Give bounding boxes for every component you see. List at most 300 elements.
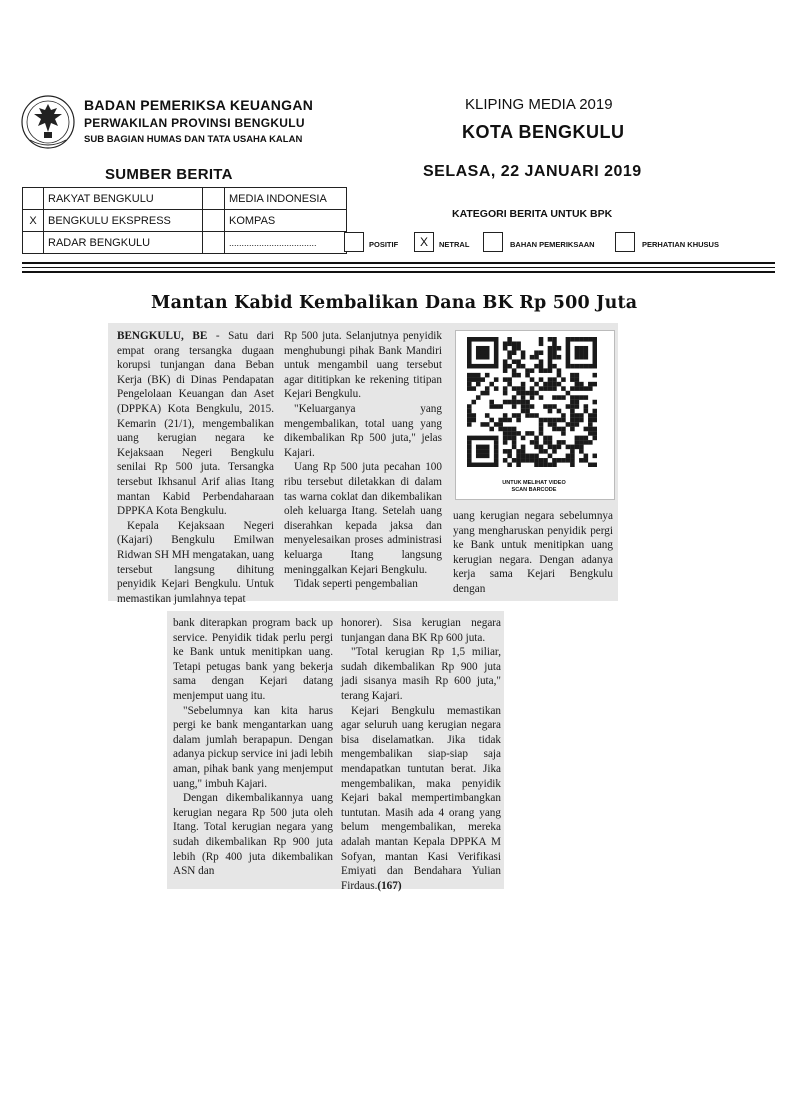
qr-module: [530, 355, 535, 360]
qr-module: [521, 391, 526, 396]
article-column-3: [453, 509, 613, 597]
qr-module: [570, 445, 575, 450]
qr-module: [489, 337, 494, 342]
qr-module: [512, 404, 517, 409]
qr-module: [561, 458, 566, 463]
qr-module: [593, 382, 597, 387]
qr-module: [525, 373, 530, 378]
qr-module: [507, 449, 512, 454]
qr-module: [494, 463, 499, 467]
qr-module: [593, 409, 597, 414]
paragraph: honorer). Sisa kerugian negara tunjangan dana BK Rp 600 juta.: [341, 617, 501, 644]
qr-module: [588, 364, 593, 369]
qr-module: [566, 422, 571, 427]
qr-module: [548, 346, 553, 351]
qr-module: [512, 458, 517, 463]
qr-module: [552, 395, 557, 400]
source-row: [23, 188, 347, 210]
qr-module: [494, 422, 499, 427]
qr-module: [593, 346, 597, 351]
qr-module: [525, 413, 530, 418]
qr-module: [575, 386, 580, 391]
qr-module: [566, 458, 571, 463]
source-table: [22, 187, 347, 254]
qr-module: [579, 395, 584, 400]
qr-module: [588, 413, 593, 418]
qr-module: [579, 418, 584, 423]
qr-module: [548, 368, 553, 373]
qr-module: [557, 395, 562, 400]
qr-module: [503, 427, 508, 432]
qr-module: [485, 422, 490, 427]
qr-module: [516, 386, 521, 391]
qr-module: [489, 364, 494, 369]
paragraph: Uang Rp 500 juta pecahan 100 ribu tersebut diletakkan di dalam tas warna coklat dan dikembalikan oleh keluarga Itang. Setelah uang diserahkan kepada jaksa dan menyelesaikan proses administrasi keluarga Itang langsung meninggalkan Kejari Bengkulu.: [284, 461, 442, 576]
qr-module: [525, 454, 530, 459]
qr-module: [494, 359, 499, 364]
qr-module: [548, 418, 553, 423]
qr-module: [579, 440, 584, 445]
qr-module: [480, 364, 485, 369]
qr-module: [584, 458, 589, 463]
source-name: RAKYAT BENGKULU: [44, 188, 203, 210]
qr-module: [539, 395, 544, 400]
article-column-4: [173, 616, 333, 879]
qr-module: [543, 463, 548, 467]
source-mark: [23, 232, 44, 254]
qr-module: [534, 454, 539, 459]
qr-module: [530, 368, 535, 373]
qr-module: [485, 413, 490, 418]
qr-module: [534, 445, 539, 450]
qr-module: [584, 404, 589, 409]
qr-module: [521, 445, 526, 450]
qr-module: [548, 359, 553, 364]
qr-module: [575, 400, 580, 405]
qr-module: [471, 413, 476, 418]
qr-module: [516, 418, 521, 423]
qr-module: [507, 350, 512, 355]
qr-module: [503, 377, 508, 382]
qr-module: [507, 431, 512, 436]
qr-module: [494, 386, 499, 391]
qr-module: [579, 364, 584, 369]
qr-module: [512, 350, 517, 355]
qr-module: [507, 377, 512, 382]
qr-module: [566, 454, 571, 459]
org-branch: PERWAKILAN PROVINSI BENGKULU: [84, 116, 305, 130]
qr-caption-line: UNTUK MELIHAT VIDEO: [502, 480, 566, 486]
qr-module: [593, 350, 597, 355]
qr-module: [471, 418, 476, 423]
qr-module: [512, 400, 517, 405]
qr-module: [485, 463, 490, 467]
qr-module: [539, 463, 544, 467]
qr-module: [489, 400, 494, 405]
source-name: MEDIA INDONESIA: [225, 188, 347, 210]
qr-module: [584, 350, 589, 355]
qr-module: [467, 337, 472, 342]
qr-module: [548, 454, 553, 459]
qr-module: [512, 436, 517, 441]
qr-module: [539, 422, 544, 427]
source-mark: [23, 188, 44, 210]
qr-module: [476, 337, 481, 342]
qr-module: [579, 458, 584, 463]
category-title: KATEGORI BERITA UNTUK BPK: [452, 208, 613, 220]
qr-module: [593, 418, 597, 423]
qr-module: [534, 436, 539, 441]
source-spacer: [203, 210, 225, 232]
qr-caption-line: SCAN BARCODE: [511, 486, 557, 493]
qr-module: [467, 382, 472, 387]
qr-module: [516, 431, 521, 436]
qr-module: [552, 346, 557, 351]
qr-module: [512, 445, 517, 450]
qr-module: [530, 404, 535, 409]
qr-module: [471, 377, 476, 382]
qr-module: [498, 404, 503, 409]
qr-module: [570, 395, 575, 400]
qr-module: [588, 422, 593, 427]
qr-module: [494, 377, 499, 382]
qr-module: [476, 364, 481, 369]
qr-module: [471, 364, 476, 369]
qr-module: [516, 364, 521, 369]
qr-module: [521, 404, 526, 409]
qr-module: [525, 400, 530, 405]
qr-module: [507, 364, 512, 369]
qr-module: [480, 436, 485, 441]
paragraph: "Keluarganya yang mengembalikan, total uang yang dikembalikan Rp 500 juta," jelas Kajari.: [284, 402, 442, 459]
qr-module: [588, 386, 593, 391]
source-name: RADAR BENGKULU: [44, 232, 203, 254]
qr-module: [548, 386, 553, 391]
qr-module: [530, 454, 535, 459]
qr-module: [548, 409, 553, 414]
qr-module: [543, 386, 548, 391]
qr-module: [552, 382, 557, 387]
qr-module: [534, 440, 539, 445]
article-column-5: [341, 616, 501, 893]
qr-module: [593, 373, 597, 378]
qr-module: [485, 364, 490, 369]
qr-module: [480, 463, 485, 467]
qr-module: [557, 458, 562, 463]
qr-module: [584, 409, 589, 414]
qr-module: [476, 382, 481, 387]
qr-module: [575, 373, 580, 378]
qr-module: [593, 337, 597, 342]
qr-module: [507, 341, 512, 346]
qr-module: [579, 382, 584, 387]
qr-module: [534, 350, 539, 355]
qr-module: [494, 346, 499, 351]
qr-module: [467, 341, 472, 346]
qr-module: [503, 431, 508, 436]
qr-module: [485, 386, 490, 391]
qr-module: [512, 346, 517, 351]
qr-module: [471, 337, 476, 342]
qr-module: [476, 346, 481, 351]
paragraph: bank diterapkan program back up service. Penyidik tidak perlu pergi ke Bank untuk menitipkan uang. Tetapi petugas bank yang bekerja sama dengan Kejari datang menjemput uang itu.: [173, 617, 333, 702]
qr-module: [557, 440, 562, 445]
qr-module: [570, 454, 575, 459]
qr-module: [570, 404, 575, 409]
header-rule: [22, 267, 775, 268]
qr-module: [584, 337, 589, 342]
qr-module: [480, 454, 485, 459]
qr-module: [534, 382, 539, 387]
qr-module: [494, 364, 499, 369]
byline: (167): [377, 879, 402, 892]
qr-module: [485, 355, 490, 360]
qr-module: [539, 364, 544, 369]
qr-module: [552, 463, 557, 467]
qr-module: [485, 350, 490, 355]
garuda-emblem-icon: [20, 92, 76, 152]
qr-module: [570, 418, 575, 423]
qr-module: [557, 355, 562, 360]
qr-module: [476, 436, 481, 441]
qr-module: [521, 409, 526, 414]
qr-module: [485, 337, 490, 342]
qr-module: [489, 404, 494, 409]
qr-module: [489, 427, 494, 432]
category-checkbox-netral: X: [414, 232, 434, 252]
qr-module: [507, 400, 512, 405]
paragraph: Tidak seperti pengembalian: [294, 578, 418, 591]
qr-module: [507, 355, 512, 360]
qr-module: [570, 377, 575, 382]
qr-module: [471, 373, 476, 378]
category-checkbox-perhatian: [615, 232, 635, 252]
qr-module: [467, 377, 472, 382]
qr-module: [579, 346, 584, 351]
qr-module: [480, 346, 485, 351]
qr-module: [588, 427, 593, 432]
qr-module: [539, 449, 544, 454]
qr-module: [476, 395, 481, 400]
qr-module: [512, 413, 517, 418]
qr-module: [575, 364, 580, 369]
qr-module: [476, 445, 481, 450]
qr-module: [566, 359, 571, 364]
qr-module: [476, 355, 481, 360]
qr-module: [575, 337, 580, 342]
source-name: ...................................: [225, 232, 347, 254]
article-headline: Mantan Kabid Kembalikan Dana BK Rp 500 Juta: [151, 293, 638, 313]
qr-module: [593, 355, 597, 360]
qr-module: [467, 386, 472, 391]
qr-module: [485, 346, 490, 351]
qr-module: [539, 458, 544, 463]
qr-module: [480, 355, 485, 360]
qr-module: [566, 337, 571, 342]
qr-module: [467, 418, 472, 423]
qr-module: [548, 382, 553, 387]
paragraph: Rp 500 juta. Selanjutnya penyidik menghubungi pihak Bank Mandiri untuk mengambil uang tersebut agar dititipkan ke rekening titipan Kejari Bengkulu.: [284, 330, 442, 401]
qr-module: [503, 418, 508, 423]
qr-module: [530, 386, 535, 391]
qr-module: [561, 418, 566, 423]
qr-module: [494, 350, 499, 355]
qr-module: [548, 377, 553, 382]
qr-module: [593, 463, 597, 467]
qr-module: [503, 359, 508, 364]
qr-module: [494, 355, 499, 360]
qr-module: [485, 449, 490, 454]
qr-module: [494, 341, 499, 346]
qr-module: [566, 445, 571, 450]
qr-module: [557, 368, 562, 373]
qr-module: [498, 427, 503, 432]
qr-module: [575, 418, 580, 423]
qr-module: [566, 391, 571, 396]
qr-module: [575, 440, 580, 445]
qr-module: [476, 350, 481, 355]
qr-module: [575, 382, 580, 387]
qr-module: [485, 445, 490, 450]
qr-module: [552, 386, 557, 391]
qr-module: [471, 400, 476, 405]
qr-module: [485, 454, 490, 459]
qr-module: [467, 440, 472, 445]
qr-module: [489, 463, 494, 467]
qr-module: [507, 436, 512, 441]
city-title: KOTA BENGKULU: [462, 122, 625, 142]
qr-module: [480, 391, 485, 396]
qr-module: [561, 431, 566, 436]
qr-module: [570, 413, 575, 418]
qr-module: [480, 377, 485, 382]
qr-module: [467, 364, 472, 369]
qr-module: [503, 449, 508, 454]
qr-module: [593, 431, 597, 436]
qr-module: [579, 337, 584, 342]
qr-module: [534, 355, 539, 360]
qr-module: [579, 386, 584, 391]
qr-module: [570, 463, 575, 467]
source-mark: X: [23, 210, 44, 232]
qr-module: [467, 350, 472, 355]
qr-module: [575, 346, 580, 351]
qr-module: [570, 449, 575, 454]
qr-module: [476, 377, 481, 382]
qr-module: [489, 436, 494, 441]
qr-module: [467, 454, 472, 459]
qr-module: [503, 364, 508, 369]
paragraph: Kepala Kejaksaan Negeri (Kajari) Bengkulu Emilwan Ridwan SH MH mengatakan, uang tersebut langsung dihitung penyidik Kejari Bengkulu. Untuk memastikan jumlahnya tepat: [117, 519, 274, 605]
qr-module: [507, 454, 512, 459]
qr-module: [584, 436, 589, 441]
qr-module: [539, 359, 544, 364]
qr-module: [467, 458, 472, 463]
qr-module: [552, 427, 557, 432]
source-spacer: [203, 188, 225, 210]
source-section-title: SUMBER BERITA: [105, 166, 233, 183]
qr-module: [525, 431, 530, 436]
qr-module: [521, 355, 526, 360]
qr-module: [516, 449, 521, 454]
qr-module: [552, 377, 557, 382]
qr-module: [557, 445, 562, 450]
qr-module: [593, 454, 597, 459]
qr-module: [512, 359, 517, 364]
qr-module: [548, 440, 553, 445]
qr-module: [534, 413, 539, 418]
paragraph: "Total kerugian Rp 1,5 miliar, sudah dikembalikan Rp 900 juta jadi sisanya masih Rp 600 juta," terang Kajari.: [341, 646, 501, 702]
qr-module: [570, 427, 575, 432]
qr-module: [552, 355, 557, 360]
qr-module: [525, 409, 530, 414]
qr-module: [476, 373, 481, 378]
source-spacer: [203, 232, 225, 254]
qr-module: [557, 346, 562, 351]
qr-module: [575, 377, 580, 382]
qr-module: [579, 413, 584, 418]
category-label: POSITIF: [369, 240, 399, 249]
qr-module: [579, 449, 584, 454]
qr-module: [494, 404, 499, 409]
qr-module: [552, 449, 557, 454]
qr-module: [480, 445, 485, 450]
qr-module: [530, 440, 535, 445]
category-label: PERHATIAN KHUSUS: [642, 240, 719, 249]
qr-module: [516, 400, 521, 405]
qr-module: [539, 386, 544, 391]
qr-module: [561, 413, 566, 418]
org-subsection: SUB BAGIAN HUMAS DAN TATA USAHA KALAN: [84, 134, 303, 145]
qr-module: [579, 355, 584, 360]
qr-module: [521, 350, 526, 355]
qr-module: [525, 391, 530, 396]
qr-module: [548, 350, 553, 355]
qr-module: [503, 440, 508, 445]
qr-module: [467, 346, 472, 351]
qr-module: [588, 463, 593, 467]
qr-module: [530, 431, 535, 436]
qr-module: [485, 391, 490, 396]
source-name: KOMPAS: [225, 210, 347, 232]
qr-module: [525, 404, 530, 409]
qr-module: [575, 395, 580, 400]
qr-module: [548, 463, 553, 467]
qr-module: [584, 346, 589, 351]
qr-module: [570, 458, 575, 463]
source-row: [23, 232, 347, 254]
qr-module: [561, 395, 566, 400]
qr-module: [557, 427, 562, 432]
qr-module: [539, 337, 544, 342]
qr-module: [543, 436, 548, 441]
qr-module: [503, 413, 508, 418]
qr-module: [566, 350, 571, 355]
qr-module: [584, 427, 589, 432]
qr-module: [516, 346, 521, 351]
qr-module: [543, 382, 548, 387]
qr-module: [467, 449, 472, 454]
qr-module: [552, 458, 557, 463]
qr-module: [588, 418, 593, 423]
qr-module: [570, 337, 575, 342]
qr-module: [552, 445, 557, 450]
qr-module: [575, 445, 580, 450]
category-label: NETRAL: [439, 240, 470, 249]
qr-caption: [455, 480, 613, 493]
qr-module: [516, 373, 521, 378]
paragraph: Dengan dikembalikannya uang kerugian negara Rp 500 juta oleh Itang. Total kerugian negara yang sudah dikembalikan Rp 900 juta lebih (Rp 400 juta dikembalikan ASN dan: [173, 792, 333, 878]
